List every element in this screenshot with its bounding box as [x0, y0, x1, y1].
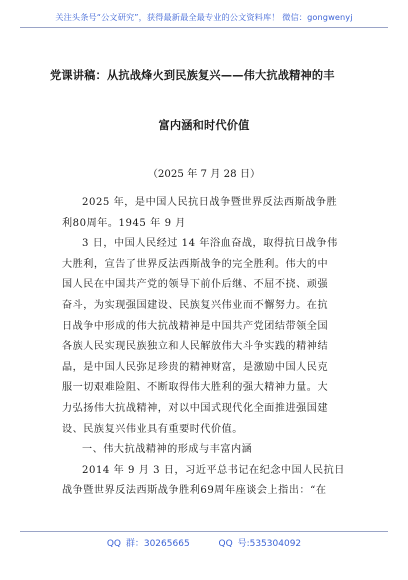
- header-banner: 关注头条号“公文研究”，获得最新最全最专业的公文资料库！ 微信：gongwenyj: [55, 12, 353, 22]
- paragraph-line: 服一切艰难险阻、不断取得伟大胜利的强大精神力量。大: [62, 382, 329, 394]
- paragraph-line: 3 日，中国人民经过 14 年浴血奋战，取得抗日战争伟: [82, 238, 338, 250]
- paragraph-line: 2025 年，是中国人民抗日战争暨世界反法西斯战争胜: [82, 197, 338, 208]
- footer: [0, 536, 408, 549]
- paragraph-line: 日战争中形成的伟大抗战精神是中国共产党团结带领全国: [62, 320, 329, 332]
- paragraph-line: 国人民在中国共产党的领导下前仆后继、不屈不挠、顽强: [62, 279, 329, 291]
- document-title-line-2: 富内涵和时代价值: [158, 119, 250, 132]
- footer-qq-group: QQ 群：30265665: [106, 539, 190, 549]
- paragraph-line: 奋斗，为实现强国建设、民族复兴伟业而不懈努力。在抗: [62, 300, 329, 311]
- paragraph-line: 2014 年 9 月 3 日，习近平总书记在纪念中国人民抗日: [82, 464, 345, 476]
- document-title-line-1: 党课讲稿：从抗战烽火到民族复兴——伟大抗战精神的丰: [50, 69, 335, 82]
- paragraph-line: 各族人民实现民族独立和人民解放伟大斗争实践的精神结: [62, 341, 329, 353]
- paragraph-line: 战争暨世界反法西斯战争胜利69周年座谈会上指出：“在: [62, 485, 327, 497]
- footer-divider: [20, 531, 388, 532]
- paragraph-line: 大胜利，宣告了世界反法西斯战争的完全胜利。伟大的中: [62, 258, 329, 270]
- header-divider: [20, 27, 388, 28]
- paragraph-line: 力弘扬伟大抗战精神，对以中国式现代化全面推进强国建: [62, 403, 329, 414]
- footer-qq-number: QQ 号:535304092: [218, 539, 302, 549]
- paragraph-line: 利80周年。1945 年 9 月: [62, 217, 186, 229]
- document-date: （2025 年 7 月 28 日）: [147, 169, 261, 180]
- section-heading: 一、伟大抗战精神的形成与丰富内涵: [82, 444, 253, 456]
- paragraph-line: 设、民族复兴伟业具有重要时代价值。: [62, 423, 243, 435]
- paragraph-line: 晶，是中国人民弥足珍贵的精神财富，是激励中国人民克: [62, 361, 329, 373]
